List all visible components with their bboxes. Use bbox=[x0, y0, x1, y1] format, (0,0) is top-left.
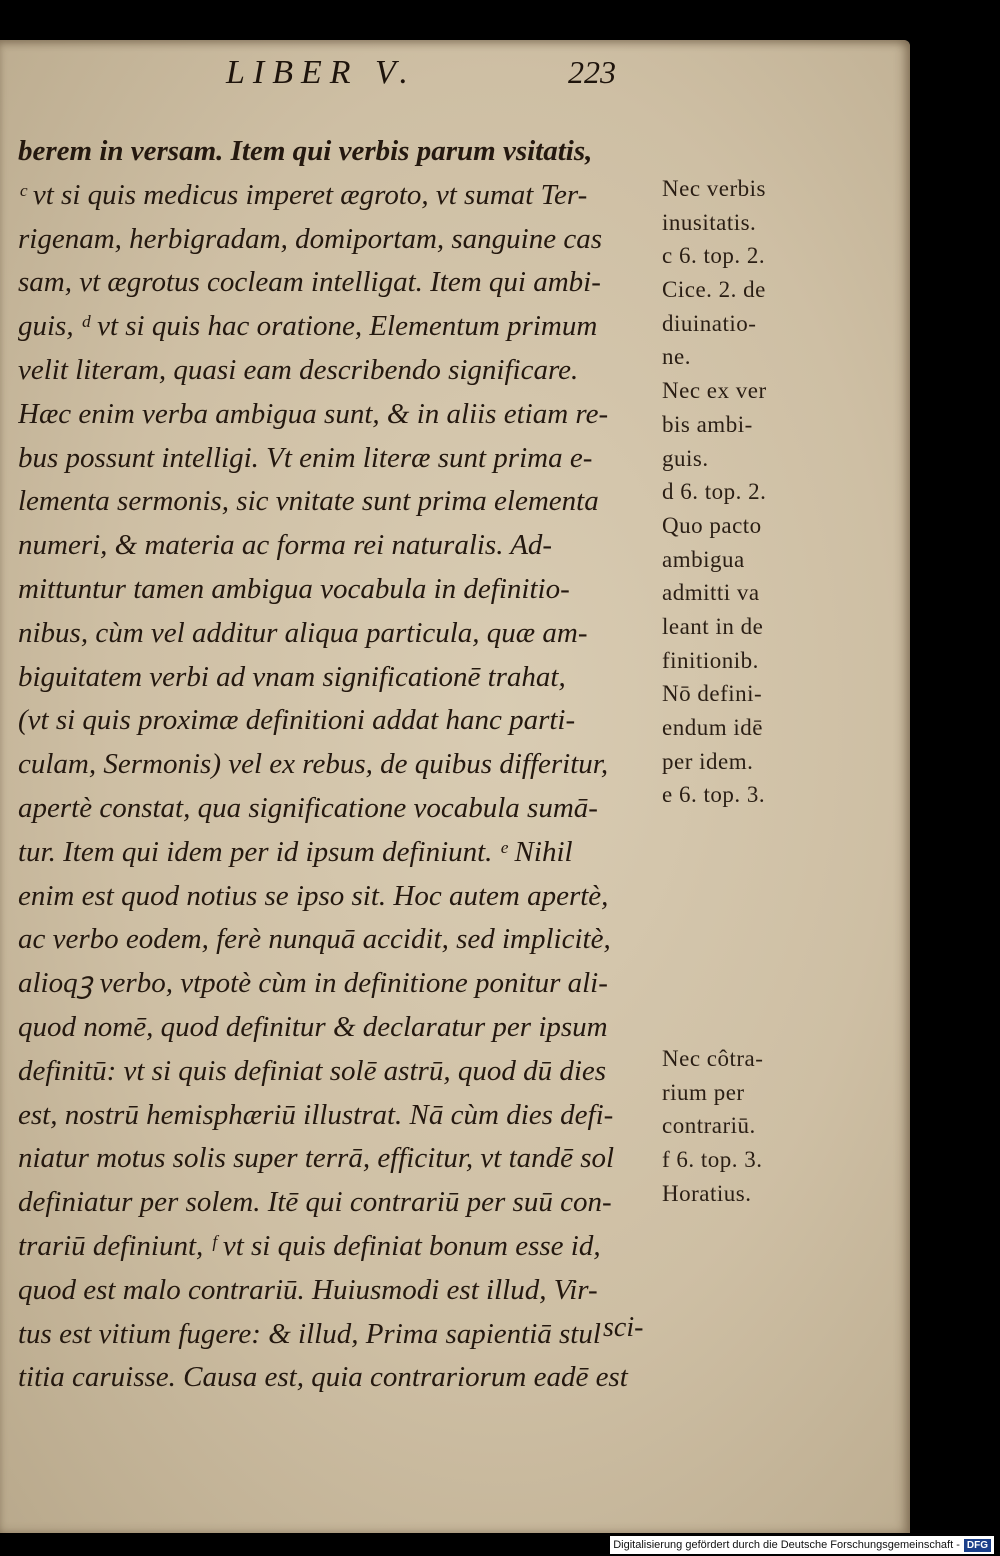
page-header bbox=[0, 50, 910, 100]
marginal-note-line: f 6. top. 3. bbox=[662, 1147, 763, 1173]
text-line: apertè constat, qua significatione vocabula sumā- bbox=[18, 791, 598, 824]
marginal-note-line: bis ambi- bbox=[662, 411, 753, 437]
main-text-block bbox=[18, 130, 663, 1400]
marginal-note-line: d 6. top. 2. bbox=[662, 479, 767, 505]
text-line: (vt si quis proximæ definitioni addat hanc parti- bbox=[18, 704, 576, 737]
text-line: mittuntur tamen ambigua vocabula in definitio- bbox=[18, 572, 570, 605]
marginal-note-line: Quo pacto bbox=[662, 512, 762, 538]
text-line: niatur motus solis super terrā, efficitur, vt tandē sol bbox=[18, 1142, 615, 1175]
text-line: Hæc enim verba ambigua sunt, & in aliis etiam re- bbox=[18, 397, 609, 430]
text-line: alioqꝫ verbo, vtpotè cùm in definitione ponitur ali- bbox=[18, 967, 608, 1000]
page-number: 223 bbox=[568, 54, 616, 90]
marginal-note-line: Cice. 2. de bbox=[662, 277, 766, 303]
marginal-note-line: c 6. top. 2. bbox=[662, 243, 766, 269]
text-line: guis, ᵈ vt si quis hac oratione, Elementum primum bbox=[18, 310, 598, 343]
running-title: LIBER V. bbox=[226, 54, 416, 91]
text-line: trariū definiunt, ᶠ vt si quis definiat bonum esse id, bbox=[18, 1229, 601, 1262]
text-line: berem in versam. Item qui verbis parum vsitatis, bbox=[18, 135, 593, 167]
text-line: culam, Sermonis) vel ex rebus, de quibus differitur, bbox=[18, 748, 609, 781]
marginal-note-line: Horatius. bbox=[662, 1180, 752, 1206]
marginal-note-line: guis. bbox=[662, 445, 709, 471]
text-line: velit literam, quasi eam describendo significare. bbox=[18, 353, 579, 386]
text-line: numeri, & materia ac forma rei naturalis. Ad- bbox=[18, 529, 553, 562]
marginal-note-line: Nec ex ver bbox=[662, 378, 767, 404]
text-line: sam, vt ægrotus cocleam intelligat. Item qui ambi- bbox=[18, 266, 601, 299]
digitization-credit bbox=[610, 1536, 994, 1554]
marginal-note-line: ne. bbox=[662, 344, 691, 370]
text-line: ᶜ vt si quis medicus imperet ægroto, vt sumat Ter- bbox=[18, 178, 588, 211]
text-line: bus possunt intelligi. Vt enim literæ sunt prima e- bbox=[18, 441, 593, 474]
text-line: quod nomē, quod definitur & declaratur per ipsum bbox=[18, 1010, 608, 1043]
credit-text: Digitalisierung gefördert durch die Deutsche Forschungsgemeinschaft - bbox=[613, 1539, 960, 1551]
marginal-note-line: finitionib. bbox=[662, 647, 759, 673]
text-line: quod est malo contrariū. Huiusmodi est illud, Vir- bbox=[18, 1273, 598, 1306]
marginal-note-line: inusitatis. bbox=[662, 209, 757, 235]
text-line: ac verbo eodem, ferè nunquā accidit, sed implicitè, bbox=[18, 923, 611, 956]
marginal-note-line: Nō defini- bbox=[662, 681, 763, 707]
text-line: lementa sermonis, sic vnitate sunt prima elementa bbox=[18, 485, 599, 518]
text-line: tur. Item qui idem per id ipsum definiunt. ᵉ Nihil bbox=[18, 835, 573, 868]
text-line: est, nostrū hemisphæriū illustrat. Nā cùm dies defi- bbox=[18, 1098, 614, 1131]
marginal-notes-upper bbox=[662, 172, 812, 812]
text-line: tus est vitium fugere: & illud, Prima sapientiā stul bbox=[18, 1317, 601, 1350]
marginal-note-line: Nec côtra- bbox=[662, 1046, 764, 1071]
marginal-notes-lower bbox=[662, 1042, 812, 1210]
marginal-note-line: diuinatio- bbox=[662, 310, 757, 336]
text-line: biguitatem verbi ad vnam significationē trahat, bbox=[18, 660, 566, 693]
text-line: definitū: vt si quis definiat solē astrū, quod dū dies bbox=[18, 1054, 607, 1087]
catchword: sci- bbox=[603, 1312, 644, 1343]
marginal-note-line: contrariū. bbox=[662, 1113, 756, 1139]
text-line: rigenam, herbigradam, domiportam, sanguine cas bbox=[18, 222, 603, 255]
text-line: enim est quod notius se ipso sit. Hoc autem apertè, bbox=[18, 879, 609, 912]
text-line: nibus, cùm vel additur aliqua particula, quæ am- bbox=[18, 616, 588, 649]
marginal-note-line: admitti va bbox=[662, 580, 760, 606]
marginal-note-line: Nec verbis bbox=[662, 176, 766, 201]
marginal-note-line: ambigua bbox=[662, 546, 745, 572]
text-line: titia caruisse. Causa est, quia contrariorum eadē est bbox=[18, 1361, 628, 1394]
marginal-note-line: rium per bbox=[662, 1079, 745, 1105]
dfg-logo: DFG bbox=[964, 1539, 991, 1552]
marginal-note-line: endum idē bbox=[662, 715, 763, 740]
marginal-note-line: per idem. bbox=[662, 748, 754, 774]
marginal-note-line: e 6. top. 3. bbox=[662, 782, 766, 808]
marginal-note-line: leant in de bbox=[662, 613, 764, 639]
text-line: definiatur per solem. Itē qui contrariū per suū con- bbox=[18, 1186, 612, 1219]
